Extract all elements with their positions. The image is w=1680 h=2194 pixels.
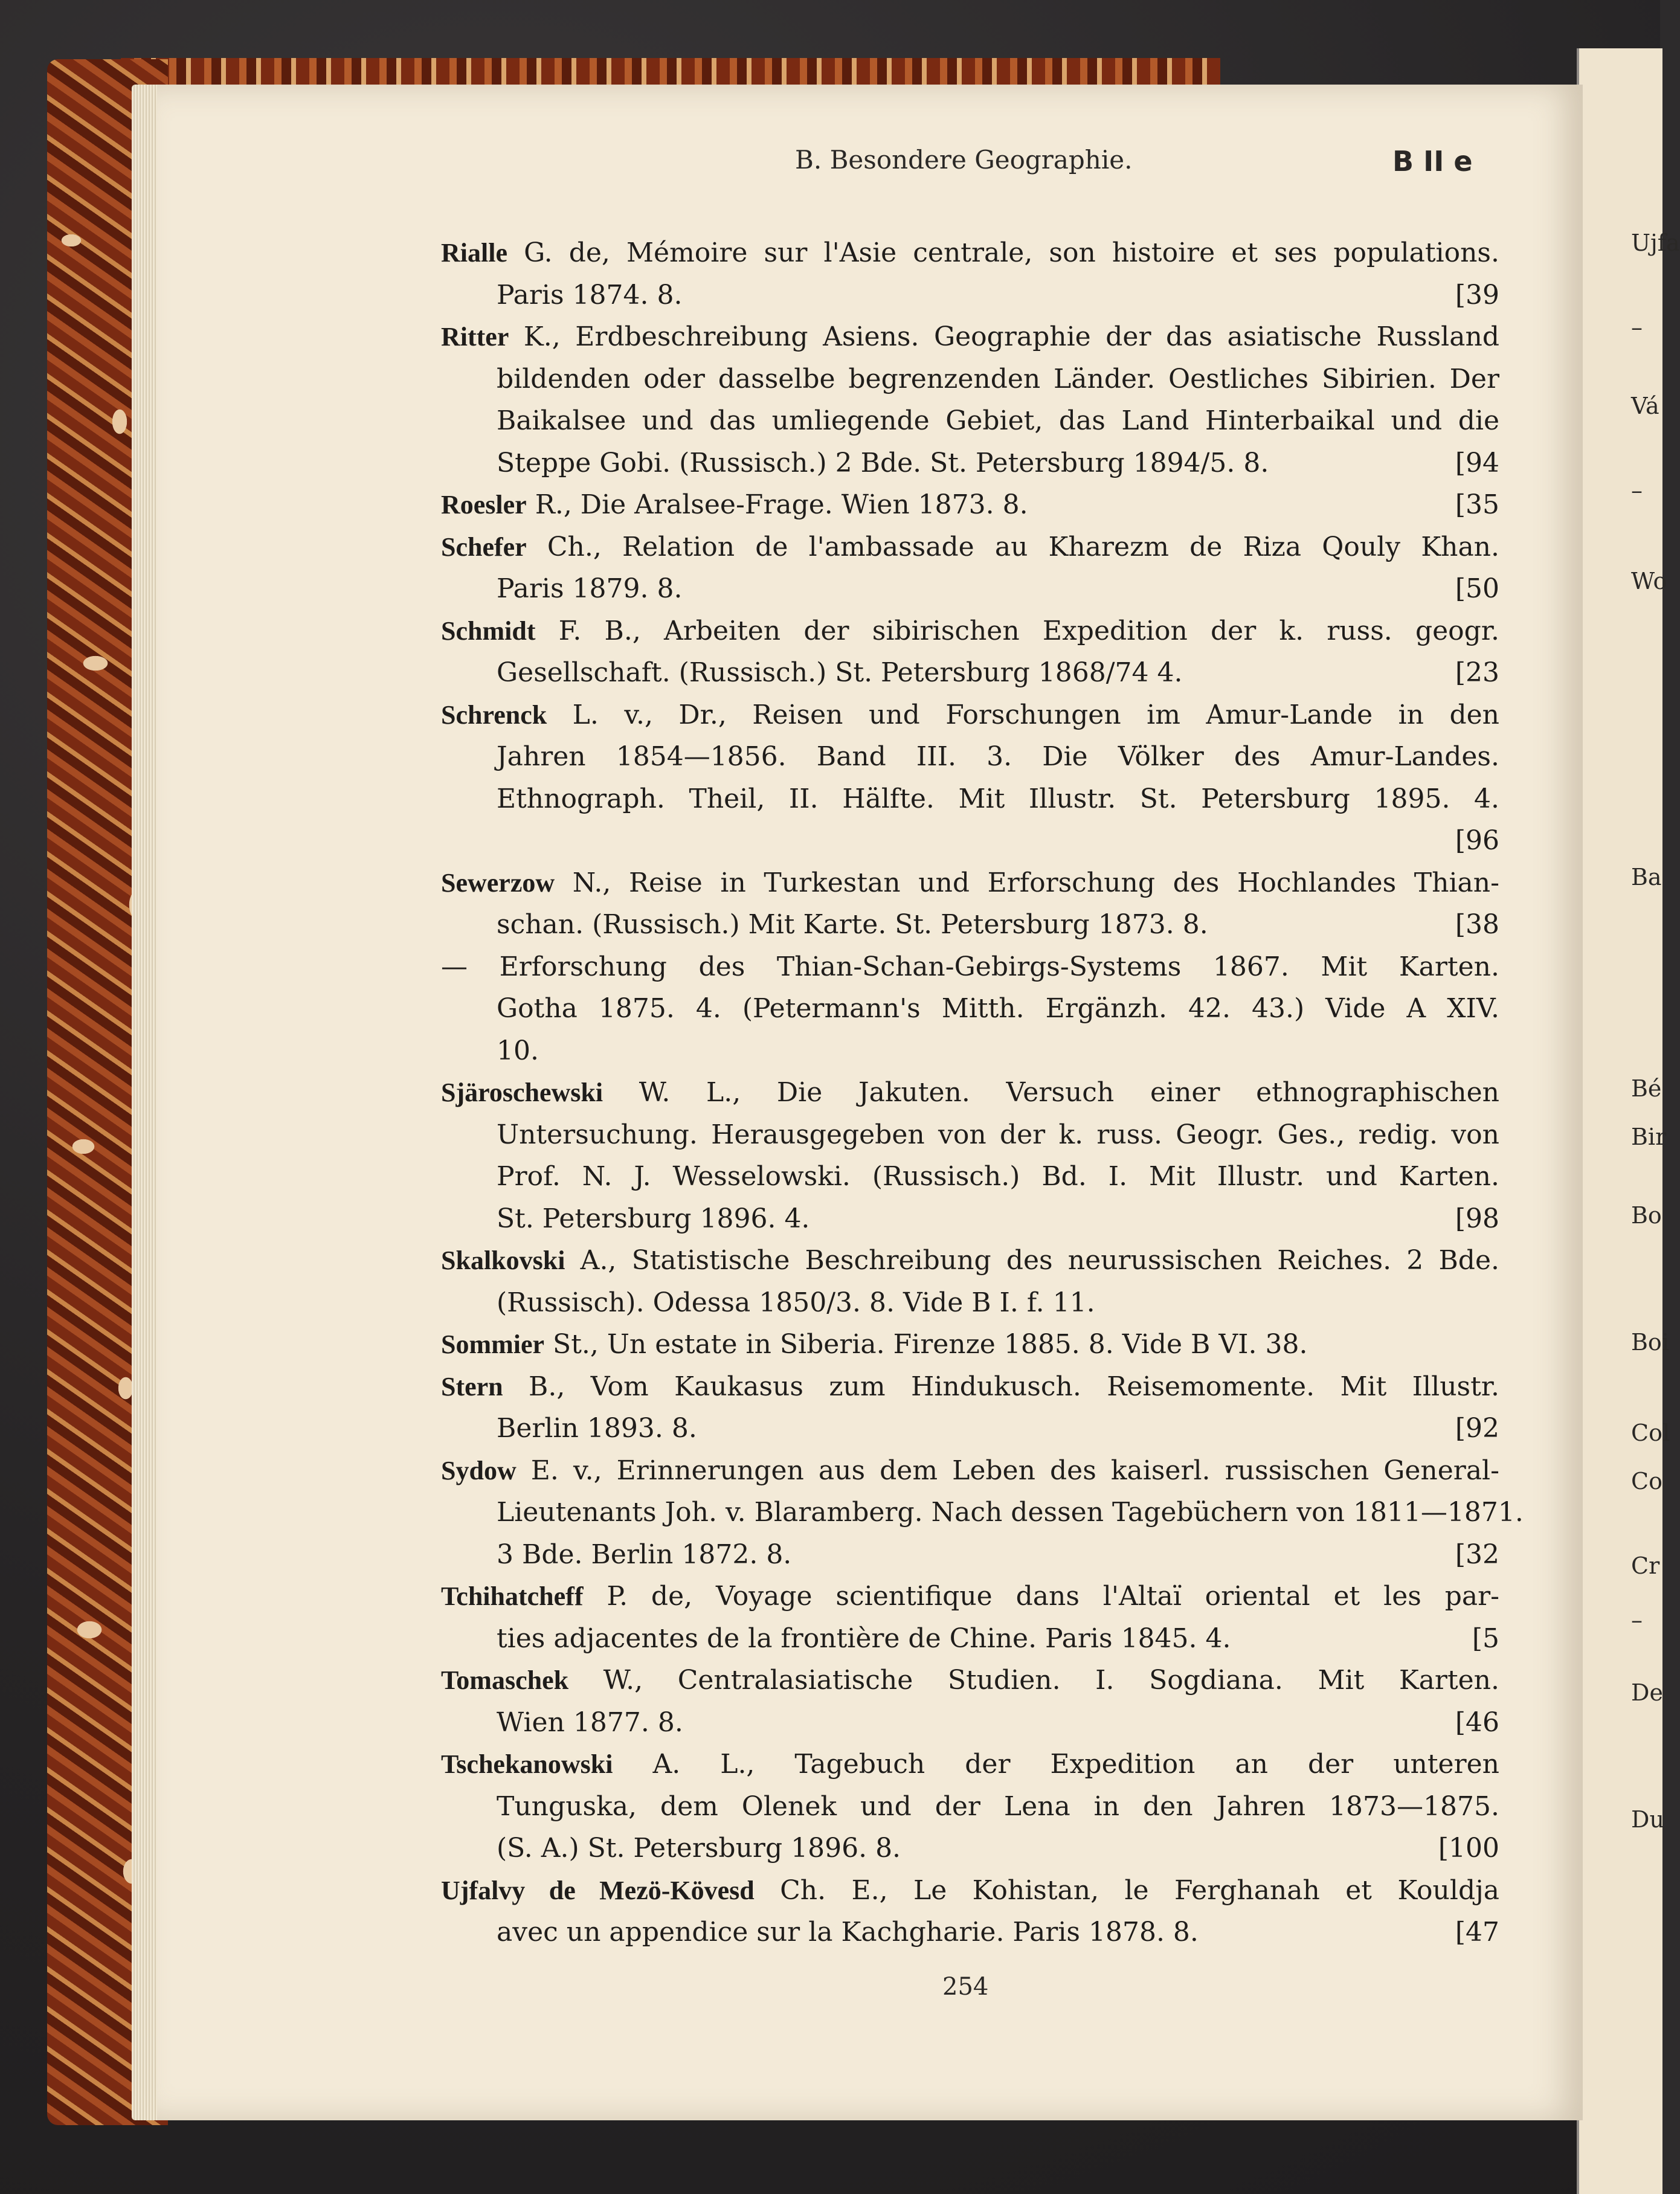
entry-first-line [441, 1870, 1499, 1912]
entry-shelf-number: [50 [1455, 573, 1499, 604]
margin-word: Bé [1631, 1075, 1662, 1102]
entry-shelf-number: [94 [1455, 447, 1499, 478]
entry-text [441, 400, 1499, 442]
entry-text [441, 1407, 1395, 1450]
entry-continuation-line [441, 988, 1499, 1030]
entry-author: Roesler [441, 490, 527, 520]
entry-body: Jahren 1854—1856. Band III. 3. Die Völker des Amur-Landes. [497, 741, 1499, 772]
entry-shelf-number: [35 [1455, 489, 1499, 520]
entry-text [441, 988, 1499, 1030]
entry-body: ties adjacentes de la frontière de Chine. Paris 1845. 4. [497, 1623, 1231, 1654]
entry-text [441, 568, 1395, 610]
entry-body: W. L., Die Jakuten. Versuch einer ethnographischen [603, 1077, 1499, 1108]
margin-word: Bir [1631, 1124, 1667, 1150]
entry-text [441, 778, 1499, 820]
entry-author: Tchihatcheff [441, 1581, 584, 1611]
entry-first-line [441, 694, 1499, 736]
entry-text [441, 1450, 1499, 1492]
entry-text [441, 274, 1395, 317]
entry-continuation-line [441, 1282, 1499, 1324]
margin-word: Ba [1631, 864, 1662, 890]
entry-body: W., Centralasiatische Studien. I. Sogdiana. Mit Karten. [568, 1665, 1499, 1696]
margin-word: Du [1631, 1806, 1664, 1833]
margin-word: Wo [1631, 568, 1667, 594]
entry-text [441, 862, 1499, 904]
entry-first-line [441, 484, 1499, 526]
entry-first-line [441, 1743, 1499, 1786]
entry-continuation-line [441, 400, 1499, 442]
entry-body: (Russisch). Odessa 1850/3. 8. Vide B I. f. 11. [497, 1287, 1095, 1318]
entry-continuation-line [441, 652, 1499, 694]
entry-continuation-line [441, 1911, 1499, 1954]
marbled-top-edge [121, 58, 1220, 87]
entry-body: St., Un estate in Siberia. Firenze 1885. 8. Vide B VI. 38. [544, 1329, 1308, 1360]
entry-shelf-number: [92 [1455, 1413, 1499, 1444]
entry-text [441, 1030, 1499, 1072]
entry-body: St. Petersburg 1896. 4. [497, 1203, 810, 1234]
entry-continuation-line [441, 1618, 1499, 1660]
header-title: B. Besondere Geographie. [795, 145, 1133, 175]
entry-text [441, 1366, 1499, 1408]
entry-body: Berlin 1893. 8. [497, 1413, 697, 1444]
entry-shelf-number: [38 [1455, 909, 1499, 940]
entry-text [441, 904, 1395, 946]
entry-first-line [441, 946, 1499, 988]
entry-continuation-line [441, 820, 1499, 862]
entry-continuation-line [441, 1030, 1499, 1072]
entry-body: Paris 1879. 8. [497, 573, 683, 604]
entry-text [441, 694, 1499, 736]
entry-body: F. B., Arbeiten der sibirischen Expedition der k. russ. geogr. [535, 615, 1499, 646]
entry-body: 10. [497, 1035, 539, 1066]
margin-word: – [1631, 314, 1643, 341]
entry-continuation-line [441, 1827, 1499, 1870]
entry-text [441, 442, 1395, 484]
margin-word: – [1631, 477, 1643, 504]
entry-body: G. de, Mémoire sur l'Asie centrale, son histoire et ses populations. [507, 237, 1499, 268]
entry-author: Ritter [441, 322, 509, 352]
entry-text [441, 484, 1395, 526]
margin-word: Vá [1631, 393, 1659, 419]
entry-continuation-line [441, 904, 1499, 946]
entry-continuation-line [441, 778, 1499, 820]
entry-body: Prof. N. J. Wesselowski. (Russisch.) Bd. I. Mit Illustr. und Karten. [497, 1161, 1499, 1192]
entry-text [441, 1618, 1395, 1660]
entry-text [441, 1911, 1395, 1954]
entry-shelf-number: [100 [1438, 1833, 1499, 1864]
entry-continuation-line [441, 358, 1499, 401]
entry-author: Sommier [441, 1330, 545, 1359]
entry-author: Skalkovski [441, 1246, 565, 1275]
entry-author: Schmidt [441, 616, 536, 646]
entry-text [441, 610, 1499, 652]
entry-body: Ethnograph. Theil, II. Hälfte. Mit Illustr. St. Petersburg 1895. 4. [497, 783, 1499, 814]
entry-text [441, 1156, 1499, 1198]
entry-first-line [441, 1366, 1499, 1408]
entry-author: Sewerzow [441, 867, 555, 898]
entry-body: schan. (Russisch.) Mit Karte. St. Petersburg 1873. 8. [497, 909, 1208, 940]
entry-body: B., Vom Kaukasus zum Hindukusch. Reisemomente. Mit Illustr. [503, 1371, 1499, 1402]
entry-shelf-number: [46 [1455, 1707, 1499, 1738]
entry-author: Stern [441, 1371, 503, 1401]
entry-body: (S. A.) St. Petersburg 1896. 8. [497, 1833, 901, 1864]
entry-continuation-line [441, 736, 1499, 778]
page-number: 254 [942, 1973, 989, 2001]
entry-body: N., Reise in Turkestan und Erforschung des Hochlandes Thian- [555, 867, 1499, 898]
entry-shelf-number: [96 [1455, 825, 1499, 856]
entry-text [441, 1198, 1395, 1240]
entry-body: Ch. E., Le Kohistan, le Ferghanah et Kouldja [754, 1874, 1499, 1906]
entry-first-line [441, 1324, 1499, 1366]
entry-first-line [441, 1450, 1499, 1492]
entry-body: Gesellschaft. (Russisch.) St. Petersburg 1868/74 4. [497, 657, 1183, 688]
entry-text [441, 526, 1499, 568]
entry-text [441, 316, 1499, 358]
margin-word: Co [1631, 1468, 1662, 1494]
entry-body: bildenden oder dasselbe begrenzenden Länder. Oestliches Sibirien. Der [497, 363, 1499, 394]
entry-body: Steppe Gobi. (Russisch.) 2 Bde. St. Petersburg 1894/5. 8. [497, 447, 1269, 478]
entry-body: A. L., Tagebuch der Expedition an der unteren [613, 1749, 1499, 1780]
entry-continuation-line [441, 568, 1499, 610]
entry-shelf-number: [98 [1455, 1203, 1499, 1234]
entry-body: A., Statistische Beschreibung des neurussischen Reiches. 2 Bde. [565, 1245, 1499, 1276]
entry-shelf-number: [5 [1472, 1623, 1499, 1654]
entry-author: Rialle [441, 238, 507, 268]
entry-text [441, 1114, 1499, 1156]
entry-author: Sydow [441, 1455, 517, 1485]
entry-first-line [441, 1575, 1499, 1618]
entry-text [441, 1743, 1499, 1786]
entry-text [441, 1072, 1499, 1114]
entry-body: Tunguska, dem Olenek und der Lena in den Jahren 1873—1875. [497, 1790, 1499, 1822]
entry-author: Schefer [441, 532, 527, 562]
entry-body: Ch., Relation de l'ambassade au Kharezm de Riza Qouly Khan. [526, 531, 1499, 562]
entry-text [441, 1324, 1499, 1366]
entry-text [441, 1575, 1499, 1618]
entry-body: L. v., Dr., Reisen und Forschungen im Amur-Lande in den [547, 699, 1499, 730]
entry-text [441, 1240, 1499, 1282]
entry-continuation-line [441, 274, 1499, 317]
entry-shelf-number: [47 [1455, 1917, 1499, 1948]
margin-word: Bo [1631, 1202, 1662, 1229]
entry-author: Tomaschek [441, 1665, 569, 1695]
entry-text [441, 1282, 1499, 1324]
entry-body: P. de, Voyage scientifique dans l'Altaï oriental et les par- [583, 1581, 1499, 1612]
entry-body: avec un appendice sur la Kachgharie. Paris 1878. 8. [497, 1917, 1199, 1948]
entry-continuation-line [441, 1491, 1524, 1534]
entry-body: Untersuchung. Herausgegeben von der k. russ. Geogr. Ges., redig. von [497, 1119, 1499, 1150]
entry-body: R., Die Aralsee-Frage. Wien 1873. 8. [526, 489, 1028, 520]
entry-author: Tschekanowski [441, 1749, 613, 1779]
entry-body: E. v., Erinnerungen aus dem Leben des kaiserl. russischen General- [516, 1455, 1499, 1486]
entry-text [441, 1534, 1395, 1576]
entry-continuation-line [441, 1156, 1499, 1198]
entry-shelf-number: [23 [1455, 657, 1499, 688]
bibliography-list [441, 232, 1524, 1954]
margin-word: Cr [1631, 1552, 1660, 1579]
margin-word: Boi [1631, 1329, 1669, 1356]
entry-text [441, 1491, 1524, 1534]
entry-body: — Erforschung des Thian-Schan-Gebirgs-Systems 1867. Mit Karten. [441, 951, 1499, 982]
next-page-strip [1577, 48, 1662, 2194]
entry-text [441, 1786, 1499, 1828]
entry-author: Ujfalvy de Mezö-Kövesd [441, 1875, 755, 1905]
entry-continuation-line [441, 1702, 1499, 1744]
entry-continuation-line [441, 1786, 1499, 1828]
header-section: B II e [1392, 145, 1473, 178]
entry-shelf-number: [39 [1455, 279, 1499, 310]
entry-body: Wien 1877. 8. [497, 1707, 683, 1738]
entry-continuation-line [441, 442, 1499, 484]
margin-word: Col [1631, 1420, 1670, 1446]
entry-body: Gotha 1875. 4. (Petermann's Mitth. Ergänzh. 42. 43.) Vide A XIV. [497, 993, 1499, 1024]
entry-body: Lieutenants Joh. v. Blaramberg. Nach dessen Tagebüchern von 1811—1871. [497, 1497, 1524, 1528]
entry-text [441, 358, 1499, 401]
entry-continuation-line [441, 1534, 1499, 1576]
entry-first-line [441, 610, 1499, 652]
entry-body: 3 Bde. Berlin 1872. 8. [497, 1539, 792, 1570]
margin-word: Ujfa [1631, 230, 1680, 256]
entry-text [441, 1702, 1395, 1744]
entry-author: Sjäroschewski [441, 1078, 603, 1107]
entry-text [441, 652, 1395, 694]
entry-author: Schrenck [441, 700, 547, 730]
entry-continuation-line [441, 1407, 1499, 1450]
margin-word: De [1631, 1679, 1663, 1706]
entry-text [441, 1659, 1499, 1702]
entry-body: Paris 1874. 8. [497, 279, 683, 310]
entry-body: K., Erdbeschreibung Asiens. Geographie der das asiatische Russland [509, 321, 1499, 352]
entry-continuation-line [441, 1114, 1499, 1156]
entry-text [441, 232, 1499, 274]
entry-first-line [441, 862, 1499, 904]
entry-shelf-number: [32 [1455, 1539, 1499, 1570]
entry-text [441, 946, 1499, 988]
entry-first-line [441, 526, 1499, 568]
entry-first-line [441, 1072, 1499, 1114]
entry-first-line [441, 1659, 1499, 1702]
entry-text [441, 1827, 1395, 1870]
entry-text [441, 736, 1499, 778]
entry-first-line [441, 232, 1499, 274]
entry-continuation-line [441, 1198, 1499, 1240]
entry-body: Baikalsee und das umliegende Gebiet, das Land Hinterbaikal und die [497, 405, 1499, 436]
entry-first-line [441, 316, 1499, 358]
entry-first-line [441, 1240, 1499, 1282]
entry-text [441, 1870, 1499, 1912]
margin-word: – [1631, 1607, 1643, 1633]
